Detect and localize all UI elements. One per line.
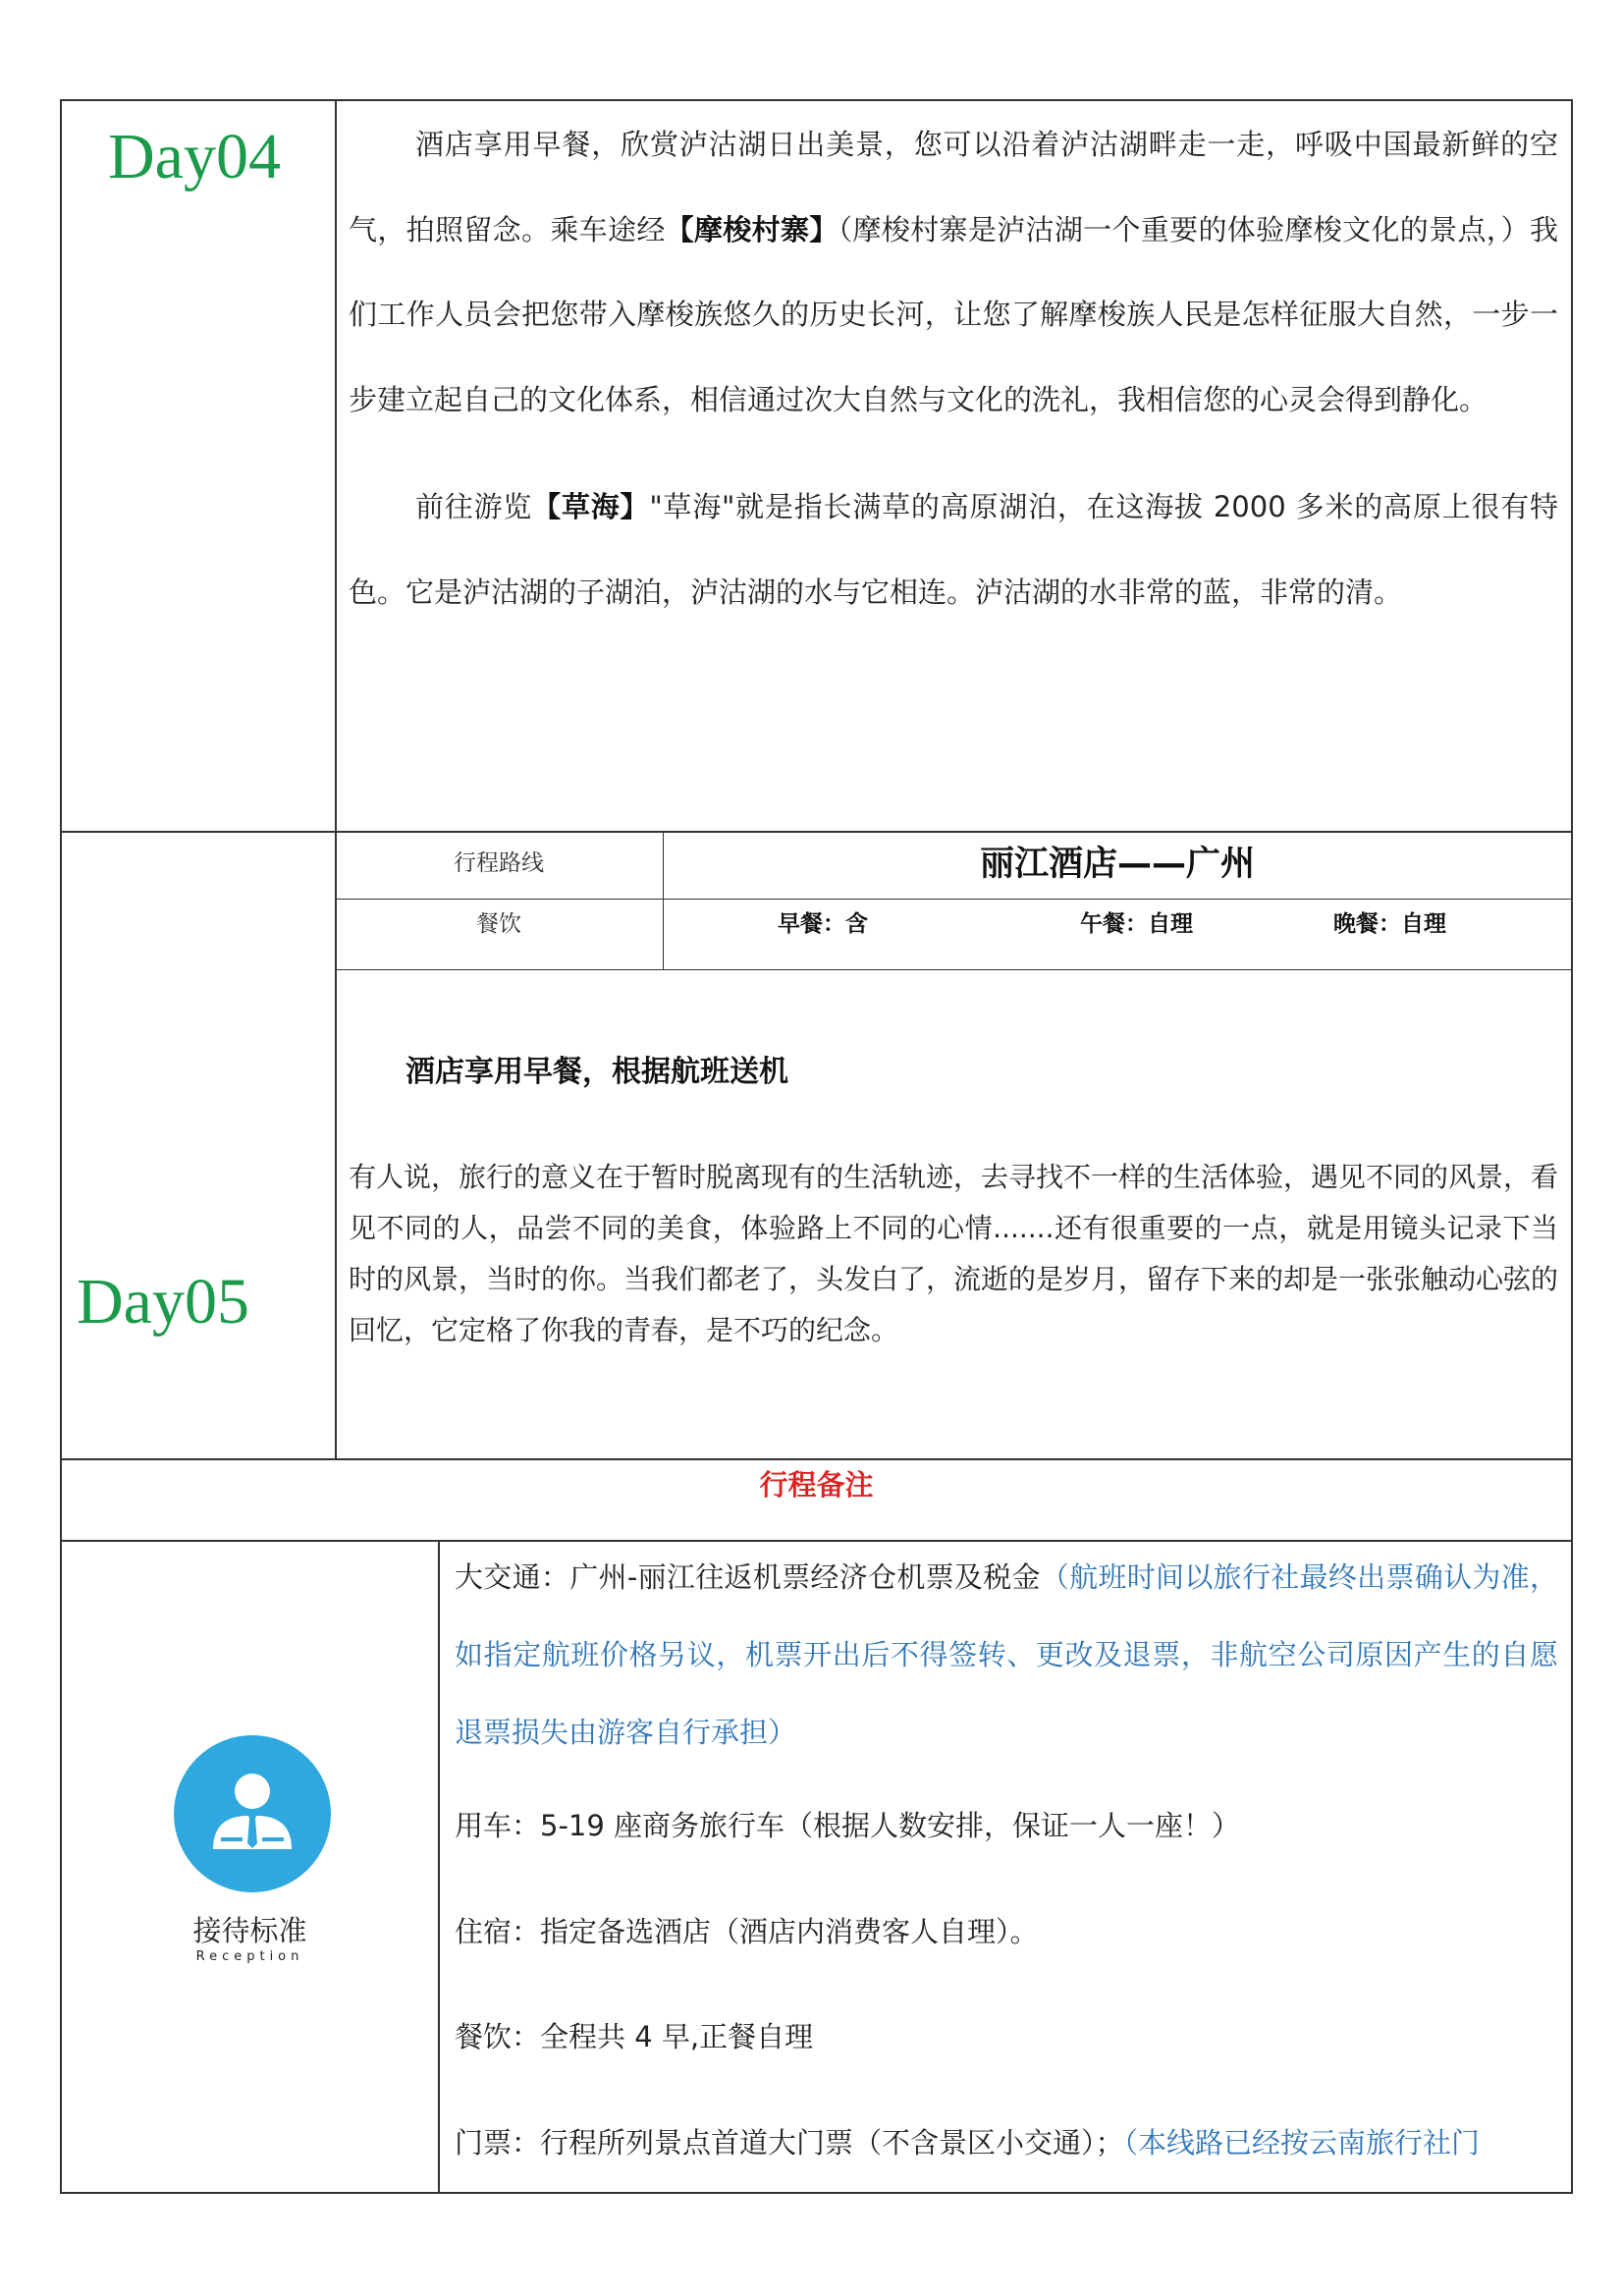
route-row-divider xyxy=(335,899,1573,900)
day04-bottom-divider xyxy=(60,831,1573,833)
car-note: 用车：5-19 座商务旅行车（根据人数安排，保证一人一座！） xyxy=(455,1809,1241,1842)
reception-subtitle: Reception xyxy=(195,1949,304,1964)
table-border-right xyxy=(1571,99,1573,2194)
day05-description: 有人说，旅行的意义在于暂时脱离现有的生活轨迹，去寻找不一样的生活体验，遇见不同的风景，看见不同的人，品尝不同的美食，体验路上不同的心情.......还有很重要的一点，就是用镜头记录下当时的风景，当时的你。当我们都老了，头发白了，流逝的是岁月，留存下来的却是一张张触动心弦的回忆，它定格了你我的青春，是不巧的纪念。 xyxy=(349,1161,1559,1346)
day04-description xyxy=(349,102,1558,634)
reception-icon xyxy=(174,1735,331,1892)
notes-title: 行程备注 xyxy=(759,1468,874,1502)
transport-note: 大交通：广州-丽江往返机票经济仓机票及税金（航班时间以旅行社最终出票确认为准，如指定航班价格另议，机票开出后不得签转、更改及退票，非航空公司原因产生的自愿退票损失由游客自行承担） xyxy=(455,1560,1558,1749)
lunch-info: 午餐：自理 xyxy=(1080,911,1193,937)
day04-paragraph-1: 酒店享用早餐，欣赏泸沽湖日出美景，您可以沿着泸沽湖畔走一走，呼吸中国最新鲜的空气，拍照留念。乘车途经【摩梭村寨】（摩梭村寨是泸沽湖一个重要的体验摩梭文化的景点，）我们工作人员会把您带入摩梭族悠久的历史长河，让您了解摩梭族人民是怎样征服大自然，一步一步建立起自己的文化体系，相信通过次大自然与文化的洗礼，我相信您的心灵会得到静化。 xyxy=(349,128,1558,416)
reception-title: 接待标准 xyxy=(192,1914,307,1947)
moso-village-highlight: 【摩梭村寨】 xyxy=(665,212,839,246)
day05-headline: 酒店享用早餐，根据航班送机 xyxy=(406,1055,788,1089)
route-value: 丽江酒店——广州 xyxy=(979,845,1255,884)
table-border-top xyxy=(60,99,1573,101)
grass-sea-highlight: 【草海】 xyxy=(532,490,650,523)
day04-label: Day04 xyxy=(108,121,281,192)
meal-row-divider xyxy=(335,969,1573,970)
user-icon xyxy=(174,1735,331,1892)
day05-label: Day05 xyxy=(77,1266,249,1338)
meal-label: 餐饮 xyxy=(476,911,521,937)
tickets-note: 门票：行程所列景点首道大门票（不含景区小交通）；（本线路已经按云南旅行社门 xyxy=(455,2126,1481,2159)
breakfast-info: 早餐：含 xyxy=(778,911,868,937)
tickets-policy-note: （本线路已经按云南旅行社门 xyxy=(1123,2126,1481,2159)
table-border-left xyxy=(60,99,62,2194)
flight-policy-note: （航班时间以旅行社最终出票确认为准，如指定航班价格另议，机票开出后不得签转、更改及退票，非航空公司原因产生的自愿退票损失由游客自行承担） xyxy=(455,1560,1558,1749)
reception-column-divider xyxy=(438,1540,440,2194)
day-column-divider xyxy=(335,99,337,1459)
day05-bottom-divider xyxy=(60,1458,1573,1460)
table-border-bottom xyxy=(60,2192,1573,2194)
meals-note: 餐饮：全程共 4 早,正餐自理 xyxy=(455,2020,814,2053)
dinner-info: 晚餐：自理 xyxy=(1333,911,1446,937)
day04-paragraph-2: 前往游览【草海】"草海"就是指长满草的高原湖泊，在这海拔 2000 多米的高原上很有特色。它是泸沽湖的子湖泊，泸沽湖的水与它相连。泸沽湖的水非常的蓝，非常的清。 xyxy=(349,490,1558,609)
route-label: 行程路线 xyxy=(454,850,544,876)
hotel-note: 住宿：指定备选酒店（酒店内消费客人自理）。 xyxy=(455,1915,1039,1948)
